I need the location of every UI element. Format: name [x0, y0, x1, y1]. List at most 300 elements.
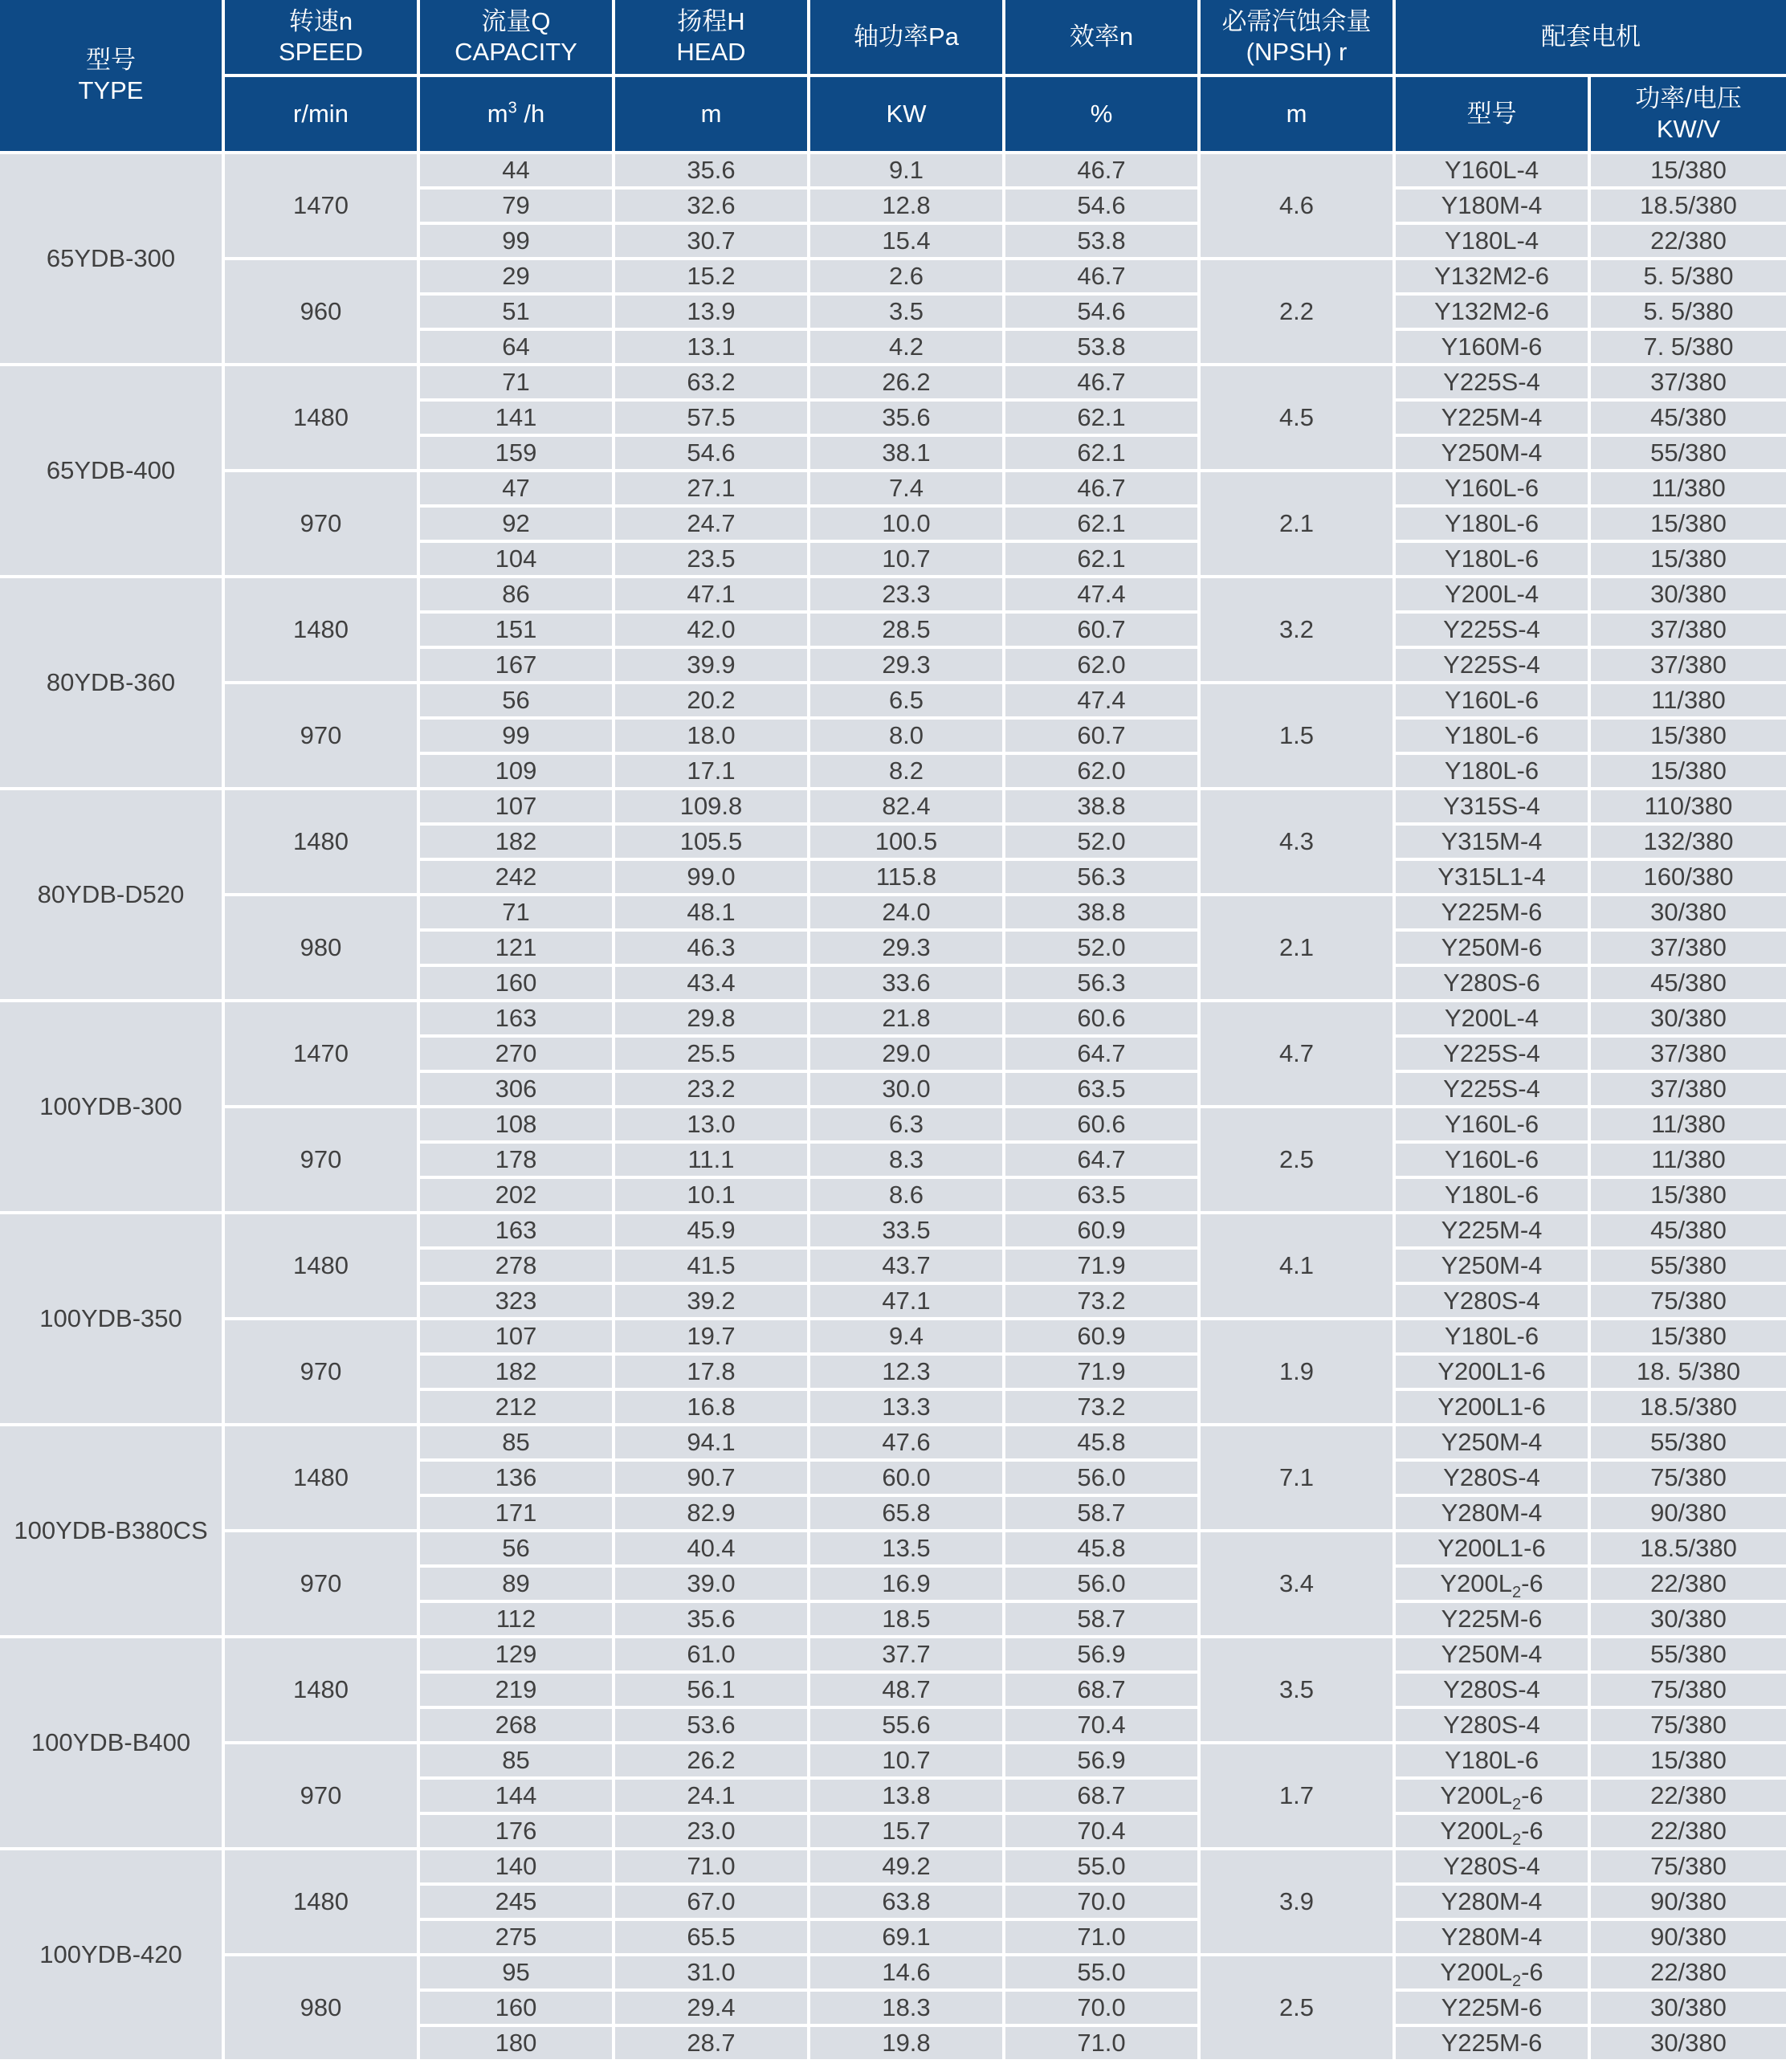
speed-cell: 1480	[225, 1638, 420, 1744]
motor-power-cell: 15/380	[1591, 1744, 1786, 1780]
motor-model-cell: $Y200L_2-6$	[1396, 1815, 1591, 1850]
capacity-cell: 171	[420, 1497, 615, 1532]
table-row	[0, 472, 1786, 508]
speed-cell: 1470	[225, 154, 420, 260]
efficiency-cell: 62.1	[1005, 402, 1201, 437]
npsh-cell: 4.1	[1201, 1214, 1396, 1320]
motor-power-cell: 22/380	[1591, 1956, 1786, 1992]
motor-model-cell: Y160M-6	[1396, 331, 1591, 366]
motor-power-cell: 11/380	[1591, 1108, 1786, 1144]
capacity-cell: 79	[420, 190, 615, 225]
npsh-cell: 3.4	[1201, 1532, 1396, 1638]
shaft-power-cell: 115.8	[810, 861, 1005, 896]
npsh-cell: 1.9	[1201, 1320, 1396, 1426]
capacity-cell: 275	[420, 1921, 615, 1956]
shaft-power-cell: 55.6	[810, 1709, 1005, 1744]
npsh-cell: 3.9	[1201, 1850, 1396, 1956]
motor-model-cell: Y160L-6	[1396, 684, 1591, 720]
efficiency-cell: 71.0	[1005, 1921, 1201, 1956]
efficiency-cell: 58.7	[1005, 1497, 1201, 1532]
efficiency-cell: 64.7	[1005, 1144, 1201, 1179]
motor-model-cell: Y180L-6	[1396, 508, 1591, 543]
shaft-power-cell: 35.6	[810, 402, 1005, 437]
motor-model-cell: Y280S-4	[1396, 1285, 1591, 1320]
shaft-power-cell: 3.5	[810, 296, 1005, 331]
shaft-power-cell: 38.1	[810, 437, 1005, 472]
npsh-cell: 2.1	[1201, 896, 1396, 1002]
motor-power-cell: 11/380	[1591, 684, 1786, 720]
motor-power-cell: 30/380	[1591, 1992, 1786, 2027]
efficiency-cell: 38.8	[1005, 896, 1201, 932]
motor-model-cell: Y180L-6	[1396, 543, 1591, 578]
motor-power-cell: 75/380	[1591, 1850, 1786, 1886]
npsh-cell: 2.2	[1201, 260, 1396, 366]
motor-model-cell: Y132M2-6	[1396, 260, 1591, 296]
motor-power-cell: 15/380	[1591, 543, 1786, 578]
efficiency-cell: 54.6	[1005, 190, 1201, 225]
motor-model-cell: $Y200L_2-6$	[1396, 1956, 1591, 1992]
head-cell: 24.7	[615, 508, 810, 543]
head-cell: 65.5	[615, 1921, 810, 1956]
motor-model-cell: Y250M-4	[1396, 437, 1591, 472]
motor-power-cell: 18. 5/380	[1591, 1356, 1786, 1391]
motor-power-cell: 22/380	[1591, 1815, 1786, 1850]
motor-power-cell: 30/380	[1591, 2027, 1786, 2062]
speed-cell: 960	[225, 260, 420, 366]
capacity-cell: 140	[420, 1850, 615, 1886]
head-cell: 71.0	[615, 1850, 810, 1886]
efficiency-cell: 62.0	[1005, 755, 1201, 790]
capacity-cell: 89	[420, 1568, 615, 1603]
capacity-cell: 242	[420, 861, 615, 896]
table-body	[0, 154, 1786, 2062]
capacity-cell: 71	[420, 366, 615, 402]
motor-model-cell: Y280M-4	[1396, 1497, 1591, 1532]
capacity-cell: 163	[420, 1214, 615, 1250]
motor-power-cell: 11/380	[1591, 472, 1786, 508]
efficiency-cell: 63.5	[1005, 1073, 1201, 1108]
type-cell: 65YDB-400	[0, 366, 225, 578]
efficiency-cell: 56.0	[1005, 1462, 1201, 1497]
table-row	[0, 1638, 1786, 1674]
head-cell: 53.6	[615, 1709, 810, 1744]
motor-model-cell: Y225S-4	[1396, 614, 1591, 649]
type-cell: 100YDB-350	[0, 1214, 225, 1426]
head-cell: 46.3	[615, 932, 810, 967]
speed-cell: 1480	[225, 1426, 420, 1532]
npsh-cell: 2.5	[1201, 1956, 1396, 2062]
unit-npsh: m	[1201, 77, 1396, 154]
npsh-cell: 4.3	[1201, 790, 1396, 896]
motor-model-cell: Y160L-6	[1396, 1108, 1591, 1144]
motor-power-cell: 18.5/380	[1591, 190, 1786, 225]
head-cell: 35.6	[615, 154, 810, 190]
shaft-power-cell: 7.4	[810, 472, 1005, 508]
efficiency-cell: 56.3	[1005, 967, 1201, 1002]
capacity-cell: 71	[420, 896, 615, 932]
capacity-cell: 85	[420, 1426, 615, 1462]
efficiency-cell: 70.4	[1005, 1815, 1201, 1850]
efficiency-cell: 70.4	[1005, 1709, 1201, 1744]
capacity-cell: 323	[420, 1285, 615, 1320]
capacity-cell: 141	[420, 402, 615, 437]
table-row	[0, 578, 1786, 614]
npsh-cell: 3.2	[1201, 578, 1396, 684]
motor-model-cell: Y160L-6	[1396, 472, 1591, 508]
shaft-power-cell: 69.1	[810, 1921, 1005, 1956]
speed-cell: 1480	[225, 790, 420, 896]
motor-power-cell: 90/380	[1591, 1886, 1786, 1921]
head-cell: 20.2	[615, 684, 810, 720]
speed-cell: 970	[225, 684, 420, 790]
header-npsh: 必需汽蚀余量 (NPSH) r	[1201, 0, 1396, 77]
efficiency-cell: 71.0	[1005, 2027, 1201, 2062]
capacity-cell: 29	[420, 260, 615, 296]
table-row	[0, 260, 1786, 296]
motor-power-cell: 22/380	[1591, 1780, 1786, 1815]
head-cell: 17.1	[615, 755, 810, 790]
npsh-cell: 1.5	[1201, 684, 1396, 790]
head-cell: 26.2	[615, 1744, 810, 1780]
shaft-power-cell: 9.4	[810, 1320, 1005, 1356]
capacity-cell: 159	[420, 437, 615, 472]
head-cell: 47.1	[615, 578, 810, 614]
motor-model-cell: Y280M-4	[1396, 1886, 1591, 1921]
shaft-power-cell: 82.4	[810, 790, 1005, 826]
head-cell: 90.7	[615, 1462, 810, 1497]
shaft-power-cell: 37.7	[810, 1638, 1005, 1674]
capacity-cell: 109	[420, 755, 615, 790]
shaft-power-cell: 6.3	[810, 1108, 1005, 1144]
efficiency-cell: 60.6	[1005, 1002, 1201, 1038]
efficiency-cell: 45.8	[1005, 1532, 1201, 1568]
capacity-cell: 270	[420, 1038, 615, 1073]
shaft-power-cell: 63.8	[810, 1886, 1005, 1921]
efficiency-cell: 52.0	[1005, 826, 1201, 861]
head-cell: 18.0	[615, 720, 810, 755]
efficiency-cell: 60.7	[1005, 614, 1201, 649]
head-cell: 39.0	[615, 1568, 810, 1603]
motor-model-cell: Y280S-4	[1396, 1462, 1591, 1497]
shaft-power-cell: 9.1	[810, 154, 1005, 190]
capacity-cell: 163	[420, 1002, 615, 1038]
header-capacity: 流量Q CAPACITY	[420, 0, 615, 77]
npsh-cell: 7.1	[1201, 1426, 1396, 1532]
motor-power-cell: 37/380	[1591, 614, 1786, 649]
motor-power-cell: 55/380	[1591, 1250, 1786, 1285]
head-cell: 61.0	[615, 1638, 810, 1674]
head-cell: 29.8	[615, 1002, 810, 1038]
motor-model-cell: Y280M-4	[1396, 1921, 1591, 1956]
efficiency-cell: 60.6	[1005, 1108, 1201, 1144]
motor-model-cell: Y225M-6	[1396, 1603, 1591, 1638]
motor-power-cell: 15/380	[1591, 720, 1786, 755]
motor-model-cell: Y200L-4	[1396, 1002, 1591, 1038]
motor-power-cell: 37/380	[1591, 649, 1786, 684]
capacity-cell: 99	[420, 225, 615, 260]
motor-power-cell: 90/380	[1591, 1497, 1786, 1532]
motor-power-cell: 11/380	[1591, 1144, 1786, 1179]
motor-model-cell: Y250M-4	[1396, 1638, 1591, 1674]
motor-model-cell: Y200L1-6	[1396, 1391, 1591, 1426]
motor-model-cell: Y280S-6	[1396, 967, 1591, 1002]
head-cell: 15.2	[615, 260, 810, 296]
motor-power-cell: 110/380	[1591, 790, 1786, 826]
capacity-cell: 92	[420, 508, 615, 543]
shaft-power-cell: 48.7	[810, 1674, 1005, 1709]
efficiency-cell: 47.4	[1005, 578, 1201, 614]
head-cell: 23.2	[615, 1073, 810, 1108]
capacity-cell: 47	[420, 472, 615, 508]
efficiency-cell: 46.7	[1005, 366, 1201, 402]
motor-power-cell: 75/380	[1591, 1709, 1786, 1744]
header-efficiency: 效率n	[1005, 0, 1201, 77]
efficiency-cell: 68.7	[1005, 1674, 1201, 1709]
efficiency-cell: 56.3	[1005, 861, 1201, 896]
table-row	[0, 1214, 1786, 1250]
speed-cell: 1470	[225, 1002, 420, 1108]
efficiency-cell: 38.8	[1005, 790, 1201, 826]
npsh-cell: 1.7	[1201, 1744, 1396, 1850]
header-motor-power: 功率/电压 KW/V	[1591, 77, 1786, 154]
unit-capacity: $m^3$ /h	[420, 77, 615, 154]
table-row	[0, 366, 1786, 402]
capacity-cell: 268	[420, 1709, 615, 1744]
head-cell: 94.1	[615, 1426, 810, 1462]
capacity-cell: 121	[420, 932, 615, 967]
capacity-cell: 167	[420, 649, 615, 684]
motor-power-cell: 37/380	[1591, 932, 1786, 967]
head-cell: 16.8	[615, 1391, 810, 1426]
efficiency-cell: 64.7	[1005, 1038, 1201, 1073]
speed-cell: 970	[225, 1532, 420, 1638]
motor-model-cell: Y180M-4	[1396, 190, 1591, 225]
efficiency-cell: 55.0	[1005, 1850, 1201, 1886]
shaft-power-cell: 65.8	[810, 1497, 1005, 1532]
efficiency-cell: 60.7	[1005, 720, 1201, 755]
head-cell: 67.0	[615, 1886, 810, 1921]
efficiency-cell: 60.9	[1005, 1320, 1201, 1356]
shaft-power-cell: 23.3	[810, 578, 1005, 614]
motor-power-cell: 30/380	[1591, 1603, 1786, 1638]
head-cell: 32.6	[615, 190, 810, 225]
shaft-power-cell: 10.7	[810, 1744, 1005, 1780]
motor-model-cell: Y315S-4	[1396, 790, 1591, 826]
motor-power-cell: 15/380	[1591, 755, 1786, 790]
capacity-cell: 64	[420, 331, 615, 366]
capacity-cell: 182	[420, 1356, 615, 1391]
npsh-cell: 4.7	[1201, 1002, 1396, 1108]
head-cell: 105.5	[615, 826, 810, 861]
motor-model-cell: Y180L-6	[1396, 755, 1591, 790]
shaft-power-cell: 10.7	[810, 543, 1005, 578]
shaft-power-cell: 14.6	[810, 1956, 1005, 1992]
speed-cell: 980	[225, 896, 420, 1002]
shaft-power-cell: 16.9	[810, 1568, 1005, 1603]
capacity-cell: 85	[420, 1744, 615, 1780]
capacity-cell: 306	[420, 1073, 615, 1108]
capacity-cell: 219	[420, 1674, 615, 1709]
unit-speed: r/min	[225, 77, 420, 154]
motor-model-cell: Y280S-4	[1396, 1850, 1591, 1886]
motor-power-cell: 55/380	[1591, 1426, 1786, 1462]
capacity-cell: 202	[420, 1179, 615, 1214]
shaft-power-cell: 21.8	[810, 1002, 1005, 1038]
head-cell: 28.7	[615, 2027, 810, 2062]
head-cell: 13.9	[615, 296, 810, 331]
motor-power-cell: 30/380	[1591, 896, 1786, 932]
table-row	[0, 896, 1786, 932]
capacity-cell: 151	[420, 614, 615, 649]
motor-model-cell: Y250M-4	[1396, 1250, 1591, 1285]
capacity-cell: 56	[420, 1532, 615, 1568]
motor-model-cell: $Y200L_2-6$	[1396, 1780, 1591, 1815]
shaft-power-cell: 33.6	[810, 967, 1005, 1002]
unit-shaft-power: KW	[810, 77, 1005, 154]
capacity-cell: 104	[420, 543, 615, 578]
speed-cell: 980	[225, 1956, 420, 2062]
efficiency-cell: 58.7	[1005, 1603, 1201, 1638]
motor-power-cell: 90/380	[1591, 1921, 1786, 1956]
capacity-cell: 112	[420, 1603, 615, 1638]
shaft-power-cell: 12.8	[810, 190, 1005, 225]
header-head: 扬程H HEAD	[615, 0, 810, 77]
capacity-cell: 182	[420, 826, 615, 861]
table-row	[0, 154, 1786, 190]
shaft-power-cell: 18.3	[810, 1992, 1005, 2027]
shaft-power-cell: 30.0	[810, 1073, 1005, 1108]
efficiency-cell: 55.0	[1005, 1956, 1201, 1992]
table-row	[0, 1320, 1786, 1356]
shaft-power-cell: 10.0	[810, 508, 1005, 543]
speed-cell: 970	[225, 1108, 420, 1214]
shaft-power-cell: 47.1	[810, 1285, 1005, 1320]
speed-cell: 1480	[225, 366, 420, 472]
shaft-power-cell: 8.0	[810, 720, 1005, 755]
motor-model-cell: Y225S-4	[1396, 1038, 1591, 1073]
efficiency-cell: 63.5	[1005, 1179, 1201, 1214]
motor-model-cell: Y280S-4	[1396, 1674, 1591, 1709]
type-cell: 80YDB-360	[0, 578, 225, 790]
motor-power-cell: 45/380	[1591, 402, 1786, 437]
head-cell: 57.5	[615, 402, 810, 437]
efficiency-cell: 71.9	[1005, 1356, 1201, 1391]
type-cell: 100YDB-B400	[0, 1638, 225, 1850]
head-cell: 13.0	[615, 1108, 810, 1144]
head-cell: 45.9	[615, 1214, 810, 1250]
shaft-power-cell: 15.7	[810, 1815, 1005, 1850]
motor-power-cell: 75/380	[1591, 1462, 1786, 1497]
table-header	[0, 0, 1786, 154]
head-cell: 23.0	[615, 1815, 810, 1850]
head-cell: 39.9	[615, 649, 810, 684]
motor-power-cell: 55/380	[1591, 437, 1786, 472]
efficiency-cell: 73.2	[1005, 1391, 1201, 1426]
head-cell: 25.5	[615, 1038, 810, 1073]
shaft-power-cell: 29.3	[810, 932, 1005, 967]
efficiency-cell: 45.8	[1005, 1426, 1201, 1462]
motor-power-cell: 37/380	[1591, 366, 1786, 402]
head-cell: 39.2	[615, 1285, 810, 1320]
efficiency-cell: 73.2	[1005, 1285, 1201, 1320]
motor-model-cell: Y225M-6	[1396, 896, 1591, 932]
efficiency-cell: 71.9	[1005, 1250, 1201, 1285]
efficiency-cell: 62.1	[1005, 437, 1201, 472]
header-shaft-power: 轴功率Pa	[810, 0, 1005, 77]
efficiency-cell: 56.9	[1005, 1638, 1201, 1674]
efficiency-cell: 62.1	[1005, 543, 1201, 578]
shaft-power-cell: 8.2	[810, 755, 1005, 790]
motor-power-cell: 18.5/380	[1591, 1391, 1786, 1426]
efficiency-cell: 53.8	[1005, 225, 1201, 260]
motor-model-cell: $Y200L_2-6$	[1396, 1568, 1591, 1603]
motor-model-cell: Y315M-4	[1396, 826, 1591, 861]
table-row	[0, 684, 1786, 720]
capacity-cell: 245	[420, 1886, 615, 1921]
head-cell: 11.1	[615, 1144, 810, 1179]
shaft-power-cell: 60.0	[810, 1462, 1005, 1497]
head-cell: 54.6	[615, 437, 810, 472]
head-cell: 24.1	[615, 1780, 810, 1815]
motor-model-cell: Y200L1-6	[1396, 1532, 1591, 1568]
speed-cell: 970	[225, 472, 420, 578]
speed-cell: 970	[225, 1744, 420, 1850]
head-cell: 56.1	[615, 1674, 810, 1709]
shaft-power-cell: 19.8	[810, 2027, 1005, 2062]
motor-power-cell: 75/380	[1591, 1285, 1786, 1320]
motor-power-cell: 132/380	[1591, 826, 1786, 861]
motor-model-cell: Y250M-4	[1396, 1426, 1591, 1462]
shaft-power-cell: 13.8	[810, 1780, 1005, 1815]
motor-power-cell: 55/380	[1591, 1638, 1786, 1674]
capacity-cell: 107	[420, 790, 615, 826]
motor-power-cell: 30/380	[1591, 578, 1786, 614]
table-row	[0, 1108, 1786, 1144]
head-cell: 40.4	[615, 1532, 810, 1568]
shaft-power-cell: 13.5	[810, 1532, 1005, 1568]
head-cell: 99.0	[615, 861, 810, 896]
motor-model-cell: Y180L-4	[1396, 225, 1591, 260]
head-cell: 13.1	[615, 331, 810, 366]
header-motor-model: 型号	[1396, 77, 1591, 154]
efficiency-cell: 53.8	[1005, 331, 1201, 366]
capacity-cell: 144	[420, 1780, 615, 1815]
motor-model-cell: Y160L-6	[1396, 1144, 1591, 1179]
header-speed: 转速n SPEED	[225, 0, 420, 77]
motor-model-cell: Y250M-6	[1396, 932, 1591, 967]
motor-power-cell: 37/380	[1591, 1073, 1786, 1108]
capacity-cell: 51	[420, 296, 615, 331]
table-row	[0, 1532, 1786, 1568]
shaft-power-cell: 28.5	[810, 614, 1005, 649]
motor-model-cell: Y315L1-4	[1396, 861, 1591, 896]
capacity-cell: 108	[420, 1108, 615, 1144]
type-cell: 100YDB-420	[0, 1850, 225, 2062]
capacity-cell: 160	[420, 1992, 615, 2027]
table-row	[0, 1744, 1786, 1780]
shaft-power-cell: 33.5	[810, 1214, 1005, 1250]
efficiency-cell: 60.9	[1005, 1214, 1201, 1250]
capacity-cell: 178	[420, 1144, 615, 1179]
capacity-cell: 95	[420, 1956, 615, 1992]
motor-power-cell: 15/380	[1591, 1179, 1786, 1214]
type-cell: 65YDB-300	[0, 154, 225, 366]
motor-power-cell: 37/380	[1591, 1038, 1786, 1073]
efficiency-cell: 70.0	[1005, 1886, 1201, 1921]
motor-model-cell: Y200L1-6	[1396, 1356, 1591, 1391]
motor-power-cell: 45/380	[1591, 967, 1786, 1002]
motor-power-cell: 30/380	[1591, 1002, 1786, 1038]
